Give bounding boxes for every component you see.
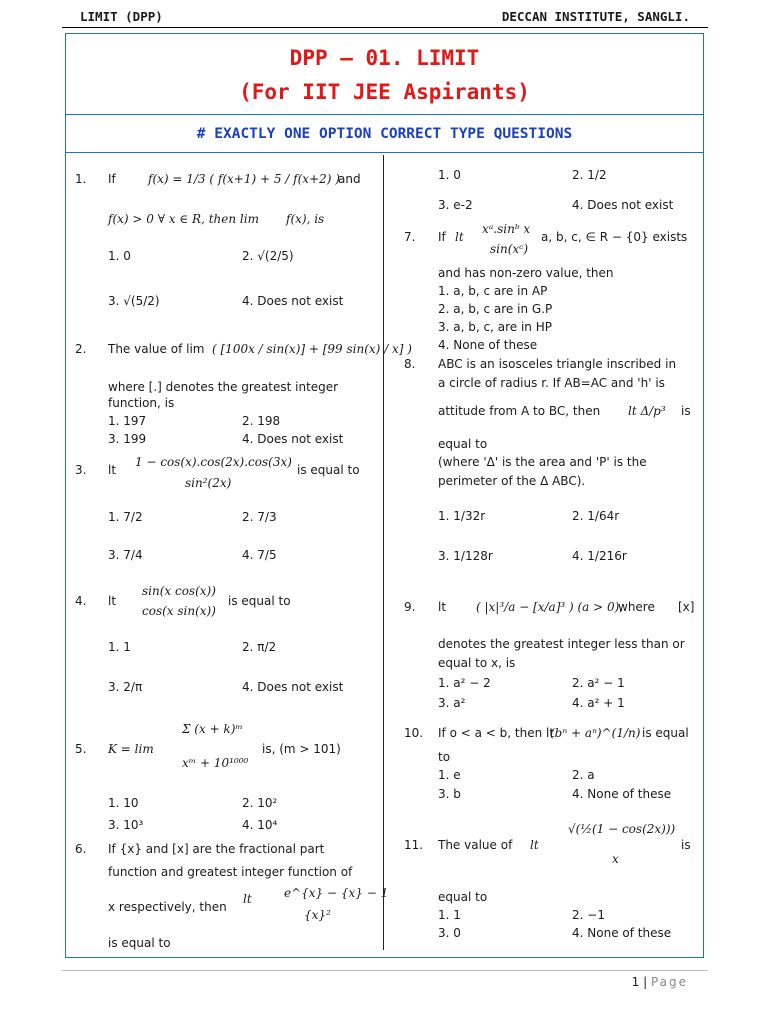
right-text-line: 2. a² − 1 xyxy=(572,676,625,690)
left-text-line: cos(x sin(x)) xyxy=(142,604,216,618)
right-text-line: 1. a, b, c are in AP xyxy=(438,284,548,298)
left-text-line: If xyxy=(108,172,116,186)
left-text-line: sin²(2x) xyxy=(185,476,232,490)
left-text-line: is equal to xyxy=(297,463,360,477)
right-text-line: 10. xyxy=(404,726,424,740)
right-text-line: 7. xyxy=(404,230,416,244)
right-text-line: lt xyxy=(438,600,447,614)
right-text-line: 1. 1/32r xyxy=(438,509,486,523)
right-text-line: perimeter of the Δ ABC). xyxy=(438,474,586,488)
right-text-line: 1. 0 xyxy=(438,168,461,182)
page-label: Page xyxy=(650,975,688,989)
right-text-line: The value of xyxy=(438,838,513,852)
left-text-line: 3. 2/π xyxy=(108,680,143,694)
right-text-line: 3. e-2 xyxy=(438,198,473,212)
left-text-line: 4. Does not exist xyxy=(242,294,344,308)
left-text-line: 3. xyxy=(75,463,87,477)
right-text-line: 4. 1/216r xyxy=(572,549,627,563)
left-text-line: 2. 7/3 xyxy=(242,510,277,524)
right-text-line: equal to xyxy=(438,890,488,904)
right-text-line: 2. 1/2 xyxy=(572,168,607,182)
right-text-line: 1. 1 xyxy=(438,908,461,922)
left-text-line: 1. 197 xyxy=(108,414,147,428)
footer-rule xyxy=(62,970,708,971)
right-text-line: (bⁿ + aⁿ)^(1/n) xyxy=(550,726,641,740)
left-text-line: 3. 7/4 xyxy=(108,548,143,562)
section-divider xyxy=(65,152,704,153)
left-text-line: 6. xyxy=(75,842,87,856)
left-text-line: {x}² xyxy=(304,908,331,922)
left-text-line: 1. 0 xyxy=(108,249,131,263)
right-text-line: ( |x|³/a − [x/a]³ ) (a > 0), xyxy=(476,600,624,614)
left-text-line: 4. Does not exist xyxy=(242,680,344,694)
right-text-line: xᵃ.sinᵇ x xyxy=(482,222,531,236)
right-text-line: lt Δ/p³ xyxy=(628,404,666,418)
page-subtitle: (For IIT JEE Aspirants) xyxy=(239,80,530,104)
right-text-line: sin(xᶜ) xyxy=(490,242,529,256)
right-text-line: lt xyxy=(455,230,464,244)
left-text-line: 5. xyxy=(75,742,87,756)
left-text-line: If {x} and [x] are the fractional part xyxy=(108,842,325,856)
left-text-line: f(x), is xyxy=(286,212,325,226)
right-text-line: lt xyxy=(530,838,539,852)
right-text-line: 1. a² − 2 xyxy=(438,676,491,690)
right-text-line: √(½(1 − cos(2x))) xyxy=(568,822,676,836)
right-text-line: is xyxy=(681,838,691,852)
right-text-line: (where 'Δ' is the area and 'P' is the xyxy=(438,455,647,469)
left-text-line: 3. 199 xyxy=(108,432,147,446)
header-right: DECCAN INSTITUTE, SANGLI. xyxy=(501,9,690,24)
right-text-line: 2. a, b, c are in G.P xyxy=(438,302,553,316)
left-text-line: f(x) > 0 ∀ x ∈ R, then lim xyxy=(108,212,259,226)
page-footer xyxy=(632,975,688,989)
right-text-line: 8. xyxy=(404,357,416,371)
left-text-line: K = lim xyxy=(108,742,154,756)
left-text-line: lt xyxy=(243,892,252,906)
left-text-line: is, (m > 101) xyxy=(262,742,341,756)
right-text-line: 3. b xyxy=(438,787,461,801)
left-text-line: 1 − cos(x).cos(2x).cos(3x) xyxy=(135,455,292,469)
right-text-line: If xyxy=(438,230,446,244)
page-title: DPP – 01. LIMIT xyxy=(289,46,480,70)
right-text-line: 2. a xyxy=(572,768,595,782)
left-text-line: lt xyxy=(108,594,117,608)
right-text-line: 4. None of these xyxy=(438,338,538,352)
left-text-line: ( [100x / sin(x)] + [99 sin(x) / x] ) xyxy=(212,342,412,356)
right-text-line: 3. a² xyxy=(438,696,466,710)
left-text-line: e^{x} − {x} − 1 xyxy=(284,886,389,900)
left-text-line: 2. xyxy=(75,342,87,356)
column-divider xyxy=(383,155,384,950)
left-text-line: 4. 10⁴ xyxy=(242,818,278,832)
left-text-line: 2. π/2 xyxy=(242,640,277,654)
right-text-line: and has non-zero value, then xyxy=(438,266,614,280)
left-text-line: where [.] denotes the greatest integer xyxy=(108,380,339,394)
title-divider xyxy=(65,114,704,115)
left-text-line: 1. 1 xyxy=(108,640,131,654)
left-text-line: 4. Does not exist xyxy=(242,432,344,446)
left-text-line: function, is xyxy=(108,396,175,410)
right-text-line: equal to x, is xyxy=(438,656,516,670)
right-text-line: 3. a, b, c, are in HP xyxy=(438,320,552,334)
left-text-line: 1. 10 xyxy=(108,796,139,810)
right-text-line: 4. a² + 1 xyxy=(572,696,625,710)
right-text-line: equal to xyxy=(438,437,488,451)
right-text-line: 2. −1 xyxy=(572,908,605,922)
left-text-line: 1. 7/2 xyxy=(108,510,143,524)
right-text-line: to xyxy=(438,750,451,764)
right-text-line: denotes the greatest integer less than or xyxy=(438,637,685,651)
footer-separator: | xyxy=(643,975,648,989)
right-text-line: 4. None of these xyxy=(572,926,672,940)
left-text-line: x respectively, then xyxy=(108,900,227,914)
left-text-line: 2. 10² xyxy=(242,796,278,810)
right-text-line: where xyxy=(618,600,655,614)
right-text-line: ABC is an isosceles triangle inscribed in xyxy=(438,357,677,371)
right-text-line: attitude from A to BC, then xyxy=(438,404,601,418)
left-text-line: is equal to xyxy=(108,936,171,950)
right-text-line: 4. None of these xyxy=(572,787,672,801)
left-text-line: f(x) = 1/3 ( f(x+1) + 5 / f(x+2) ) xyxy=(148,172,340,186)
right-text-line: [x] xyxy=(678,600,695,614)
page-number: 1 xyxy=(631,975,640,989)
running-header xyxy=(80,9,690,29)
left-text-line: 4. xyxy=(75,594,87,608)
header-left: LIMIT (DPP) xyxy=(80,9,163,24)
left-text-line: 2. 198 xyxy=(242,414,281,428)
right-text-line: 9. xyxy=(404,600,416,614)
right-text-line: x xyxy=(612,852,619,866)
left-text-line: 3. √(5/2) xyxy=(108,294,160,308)
left-text-line: 1. xyxy=(75,172,87,186)
left-text-line: Σ (x + k)ᵐ xyxy=(182,722,243,736)
left-text-line: and xyxy=(338,172,361,186)
left-text-line: sin(x cos(x)) xyxy=(142,584,216,598)
right-text-line: a circle of radius r. If AB=AC and 'h' is xyxy=(438,376,665,390)
right-text-line: 3. 1/128r xyxy=(438,549,493,563)
right-text-line: is equal xyxy=(642,726,689,740)
left-text-line: The value of lim xyxy=(108,342,205,356)
section-heading: # EXACTLY ONE OPTION CORRECT TYPE QUESTIONS xyxy=(196,126,573,142)
left-text-line: 4. 7/5 xyxy=(242,548,277,562)
right-text-line: a, b, c, ∈ R − {0} exists xyxy=(541,230,688,244)
left-text-line: is equal to xyxy=(228,594,291,608)
left-text-line: xᵐ + 10¹⁰⁰⁰ xyxy=(182,756,249,770)
right-text-line: 3. 0 xyxy=(438,926,461,940)
left-text-line: lt xyxy=(108,463,117,477)
right-text-line: 11. xyxy=(404,838,424,852)
left-text-line: 2. √(2/5) xyxy=(242,249,294,263)
right-text-line: 2. 1/64r xyxy=(572,509,620,523)
right-text-line: If o < a < b, then lt xyxy=(438,726,555,740)
left-text-line: 3. 10³ xyxy=(108,818,144,832)
header-rule xyxy=(62,27,708,28)
right-text-line: 4. Does not exist xyxy=(572,198,674,212)
right-text-line: 1. e xyxy=(438,768,461,782)
right-text-line: is xyxy=(681,404,691,418)
left-text-line: function and greatest integer function of xyxy=(108,865,353,879)
